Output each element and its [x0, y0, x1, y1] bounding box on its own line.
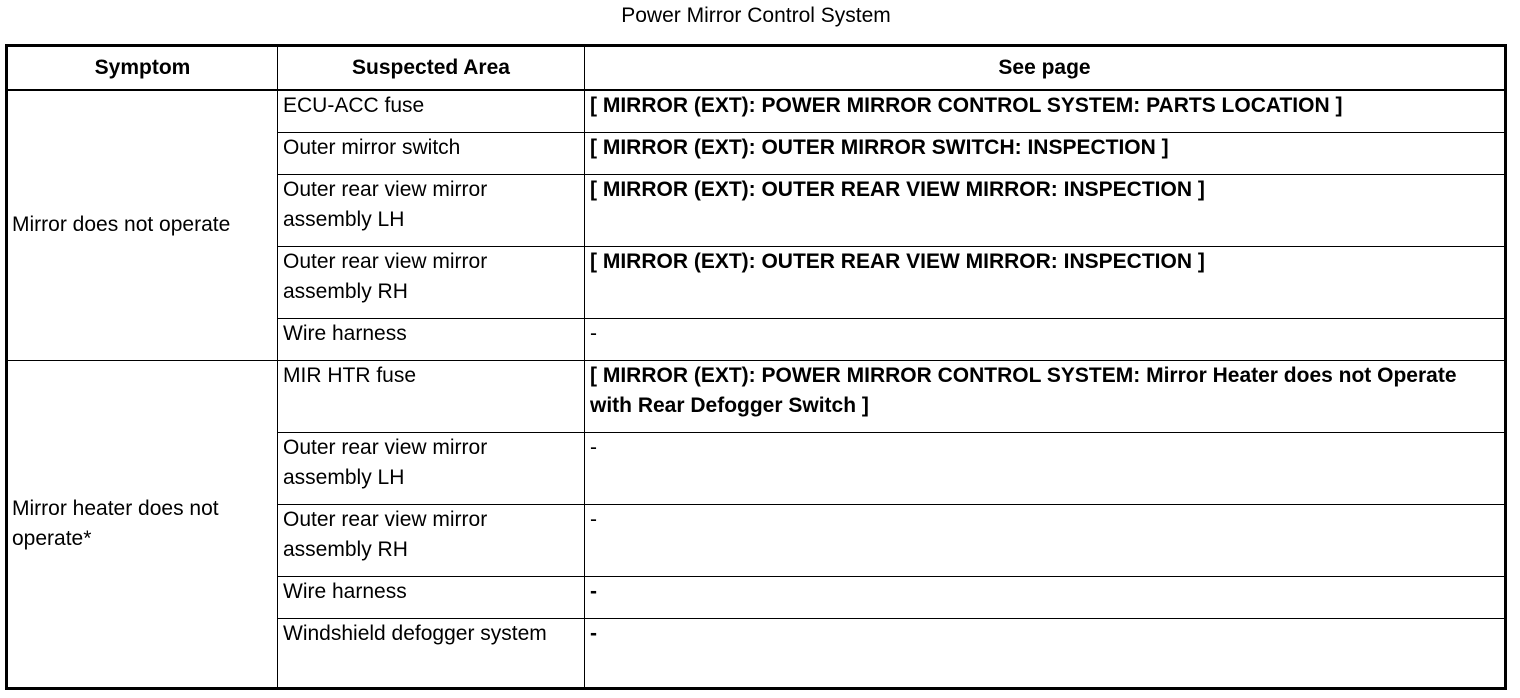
header-suspected-area: Suspected Area	[278, 46, 585, 91]
header-see-page: See page	[585, 46, 1506, 91]
see-page-link[interactable]: [ MIRROR (EXT): POWER MIRROR CONTROL SYSTEM: PARTS LOCATION ]	[585, 90, 1506, 132]
suspected-area-cell: ECU-ACC fuse	[278, 90, 585, 132]
table-body	[7, 90, 1506, 688]
see-page-cell: -	[585, 318, 1506, 360]
suspected-area-cell: Outer rear view mirror assembly LH	[278, 432, 585, 504]
problem-symptoms-table	[5, 44, 1507, 690]
see-page-cell: -	[585, 504, 1506, 576]
table-row	[7, 90, 1506, 132]
see-page-link[interactable]: [ MIRROR (EXT): POWER MIRROR CONTROL SYSTEM: Mirror Heater does not Operate with Rear Defogger Switch ]	[585, 360, 1506, 432]
see-page-link[interactable]: [ MIRROR (EXT): OUTER MIRROR SWITCH: INSPECTION ]	[585, 132, 1506, 174]
page-title: Power Mirror Control System	[621, 4, 891, 27]
suspected-area-cell: Outer mirror switch	[278, 132, 585, 174]
symptom-cell: Mirror heater does not operate*	[7, 360, 278, 688]
see-page-link[interactable]: [ MIRROR (EXT): OUTER REAR VIEW MIRROR: INSPECTION ]	[585, 174, 1506, 246]
suspected-area-cell: Outer rear view mirror assembly RH	[278, 504, 585, 576]
suspected-area-cell: Wire harness	[278, 576, 585, 618]
suspected-area-cell: Outer rear view mirror assembly RH	[278, 246, 585, 318]
see-page-cell: -	[585, 618, 1506, 688]
symptom-cell: Mirror does not operate	[7, 90, 278, 360]
header-symptom: Symptom	[7, 46, 278, 91]
see-page-cell: -	[585, 576, 1506, 618]
suspected-area-cell: MIR HTR fuse	[278, 360, 585, 432]
see-page-cell: -	[585, 432, 1506, 504]
suspected-area-cell: Windshield defogger system	[278, 618, 585, 688]
suspected-area-cell: Wire harness	[278, 318, 585, 360]
table-header-row	[7, 46, 1506, 91]
suspected-area-cell: Outer rear view mirror assembly LH	[278, 174, 585, 246]
see-page-link[interactable]: [ MIRROR (EXT): OUTER REAR VIEW MIRROR: INSPECTION ]	[585, 246, 1506, 318]
table-row	[7, 360, 1506, 432]
